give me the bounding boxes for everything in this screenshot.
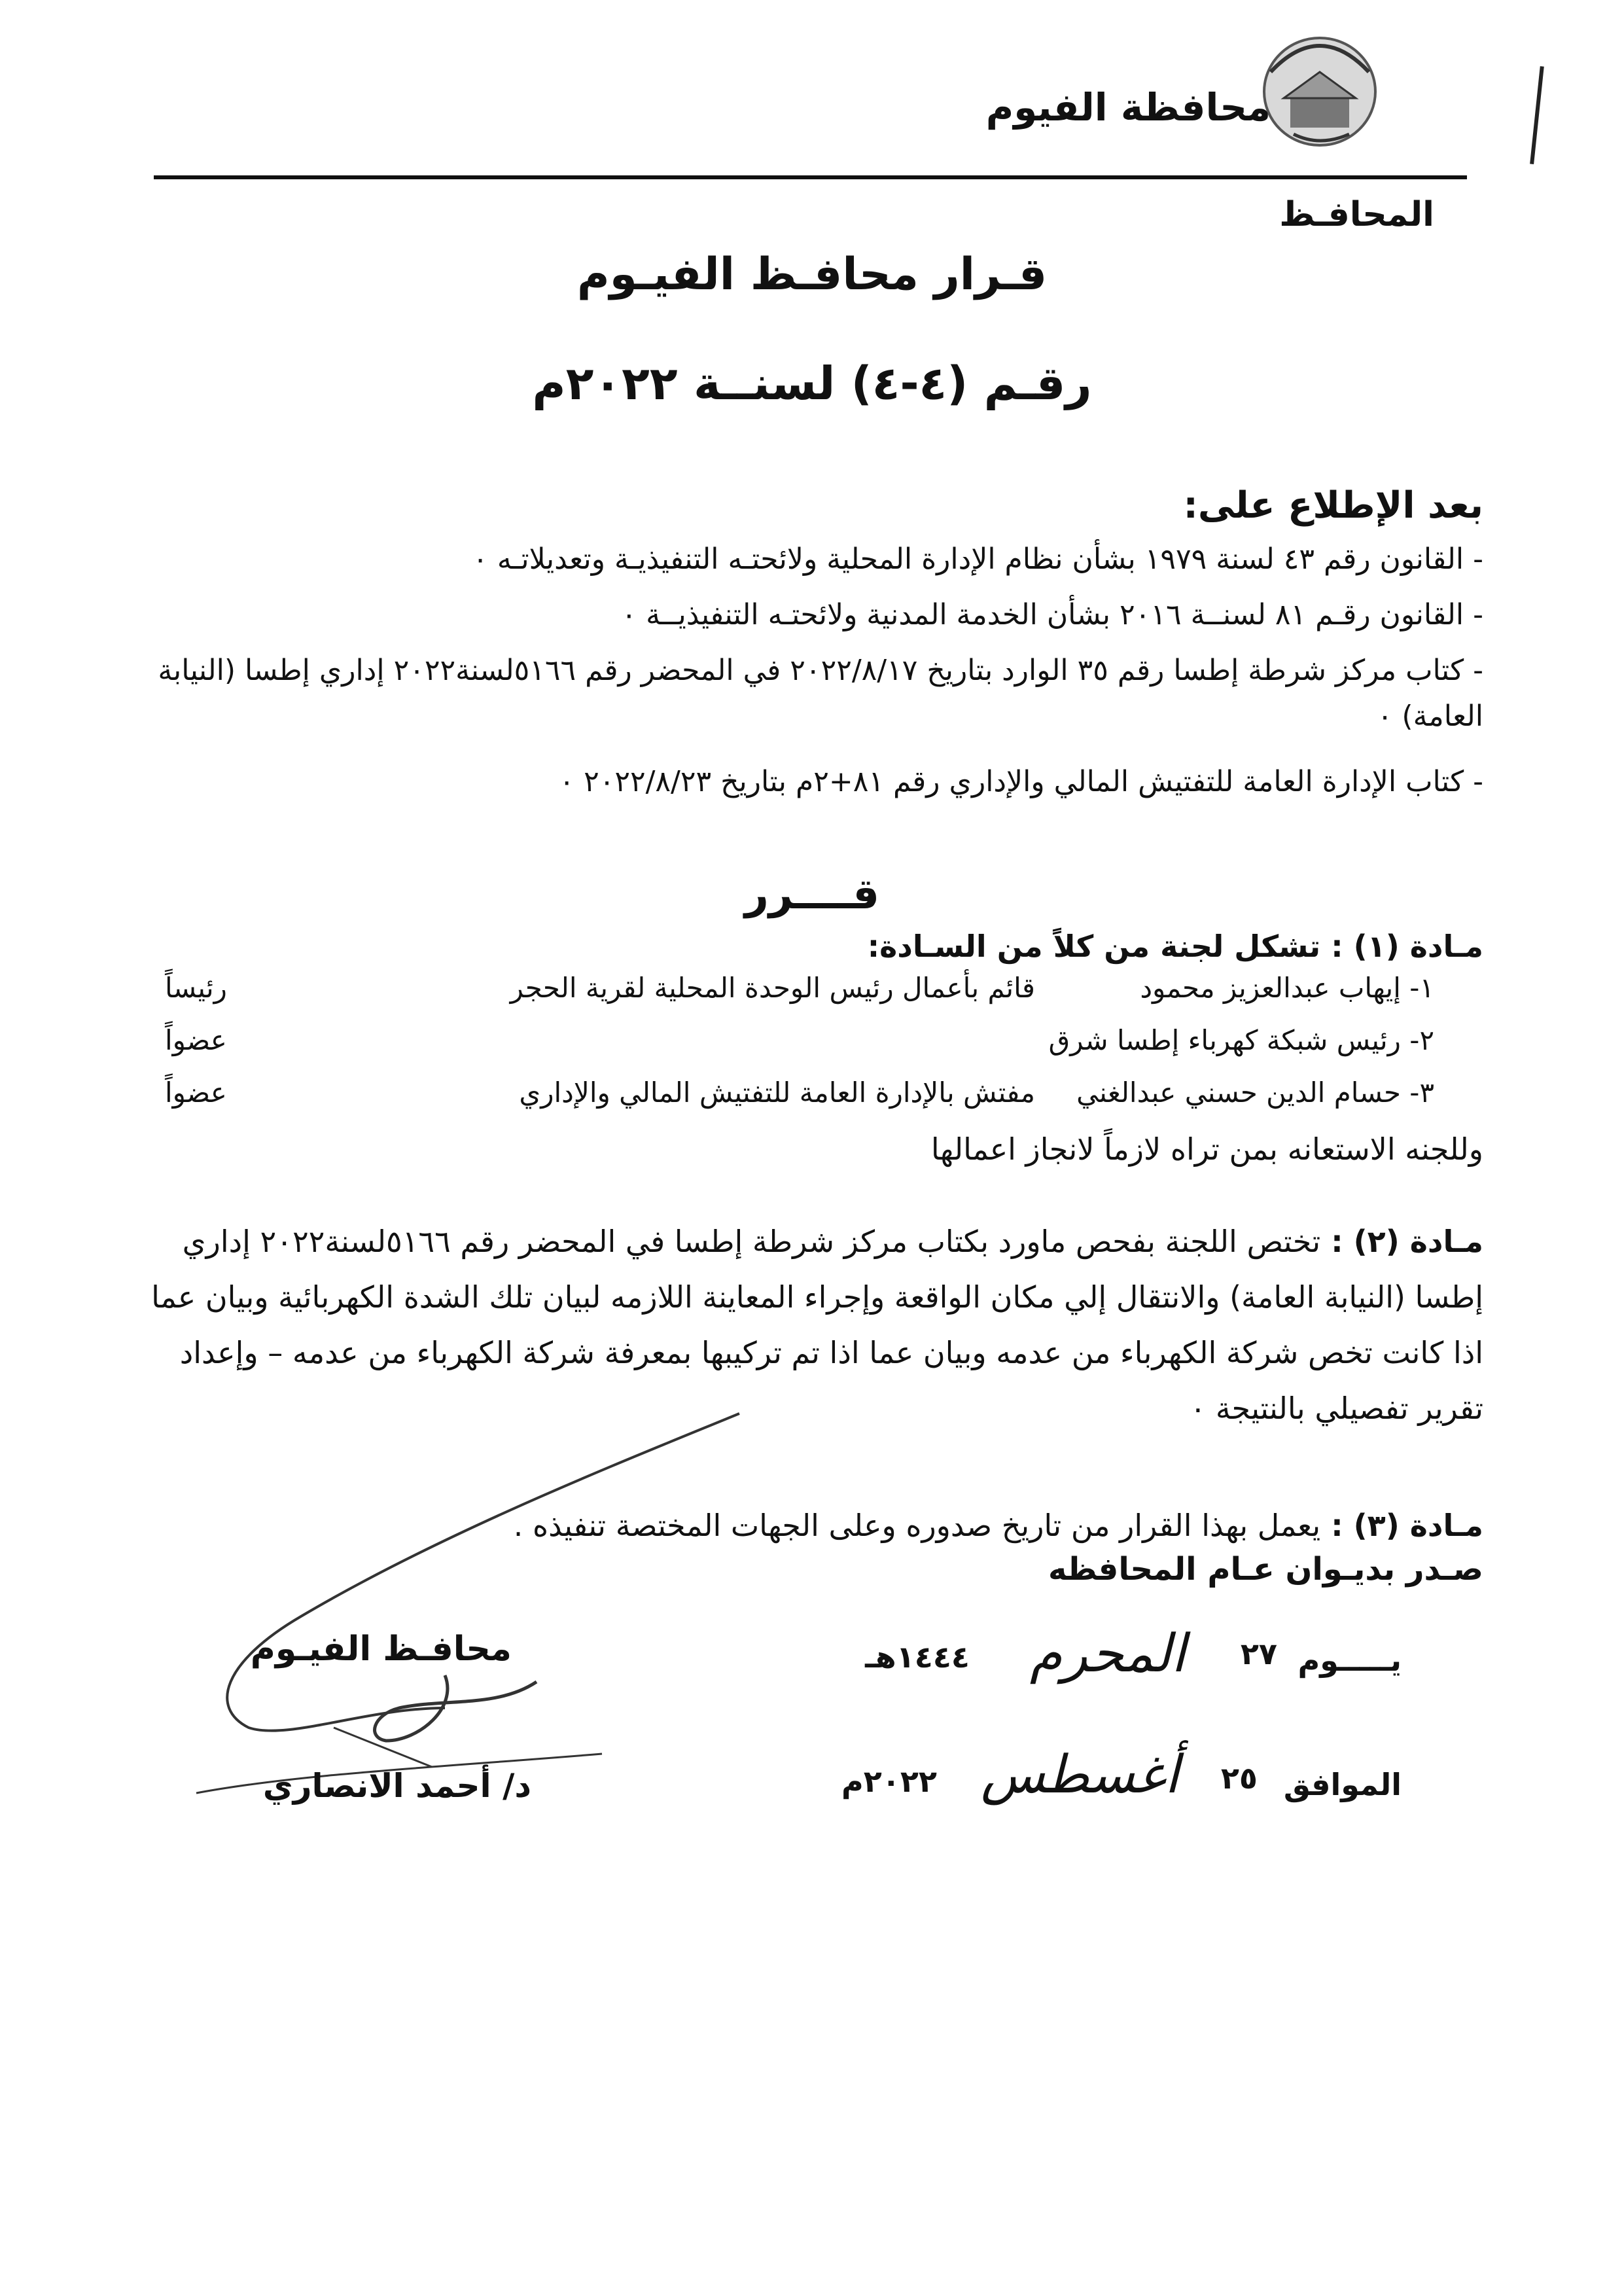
gregorian-date-label: الموافق (1283, 1767, 1402, 1802)
decision-number: رقـم (٤-٤) لسنــة ٢٠٢٢م (532, 357, 1092, 410)
gregorian-year: ٢٠٢٢م (841, 1764, 937, 1799)
corner-mark (1517, 65, 1544, 164)
header-divider (154, 175, 1467, 179)
gregorian-day: ٢٥ (1220, 1760, 1258, 1796)
hijri-month: المحرم (1029, 1623, 1186, 1684)
preamble-heading: بعد الإطلاع على: (1183, 484, 1483, 527)
gregorian-month: أغسطس (980, 1744, 1179, 1805)
member-name: ١- إيهاب عبدالعزيز محمود (1140, 972, 1434, 1004)
article-3-text: يعمل بهذا القرار من تاريخ صدوره وعلى الجهات المختصة تنفيذه . (513, 1508, 1321, 1543)
issued-statement: صـدر بديـوان عـام المحافظه (1048, 1551, 1483, 1588)
member-title: قائم بأعمال رئيس الوحدة المحلية لقرية الحجر (510, 972, 1035, 1004)
member-role: عضواً (165, 1076, 227, 1109)
article-1 (122, 923, 1483, 970)
member-role: رئيساً (165, 972, 227, 1004)
signer-title: محافـظ الفيـوم (250, 1629, 512, 1669)
article-3-label: مـادة (٣) : (1320, 1508, 1483, 1543)
article-1-note: وللجنه الاستعانه بمن تراه لازماً لانجاز اعمالها (930, 1131, 1483, 1167)
committee-member-row (165, 1076, 1434, 1122)
decides-heading: قــــرر (744, 870, 880, 919)
governorate-name: محافظة الفيوم (985, 85, 1271, 130)
hijri-day: ٢٧ (1240, 1636, 1277, 1671)
signer-name: د/ أحمد الانصاري (262, 1767, 531, 1805)
member-title: مفتش بالإدارة العامة للتفتيش المالي والإداري (519, 1076, 1035, 1109)
hijri-day-label: يـــــوم (1297, 1643, 1402, 1678)
member-name: ٣- حسام الدين حسني عبدالغني (1076, 1076, 1434, 1109)
article-1-label: مـادة (١) : (1320, 929, 1483, 964)
decision-title: قـرار محافـظ الفيـوم (576, 249, 1048, 300)
office-label: المحافـظ (1279, 195, 1434, 234)
member-name: ٢- رئيس شبكة كهرباء إطسا شرق (1048, 1024, 1434, 1056)
gregorian-date-line (747, 1744, 1402, 1819)
hijri-date-line (747, 1623, 1402, 1695)
hijri-year: ١٤٤٤هـ (865, 1639, 970, 1675)
article-2-label: مـادة (٢) : (1320, 1224, 1483, 1259)
committee-member-row (165, 972, 1434, 1018)
preamble-clause: - كتاب الإدارة العامة للتفتيش المالي والإداري رقم ٨١+٢م بتاريخ ٢٠٢٢/٨/٢٣ ٠ (559, 765, 1483, 798)
article-2-text: تختص اللجنة بفحص ماورد بكتاب مركز شرطة إطسا في المحضر رقم ٥١٦٦لسنة٢٠٢٢ إداري إطسا (النيابة العامة) والانتقال إلي مكان الواقعة وإجراء المعاينة اللازمه لبيان تلك الشدة الكهربائية وبيان عما اذا كانت تخص شركة الكهرباء من عدمه وبيان عما اذا تم تركيبها بمعرفة شركة الكهرباء من عدمه – وإعداد تقرير تفصيلي بالنتيجة ٠ (151, 1224, 1483, 1426)
preamble-clause: - القانون رقم ٤٣ لسنة ١٩٧٩ بشأن نظام الإدارة المحلية ولائحتـه التنفيذيـة وتعديلاتـه ٠ (472, 543, 1483, 576)
member-role: عضواً (165, 1024, 227, 1056)
article-1-text: تشكل لجنة من كلاً من السـادة: (867, 929, 1321, 964)
handwritten-signature (170, 1400, 759, 1806)
preamble-clause: - القانون رقـم ٨١ لسنــة ٢٠١٦ بشأن الخدمة المدنية ولائحتـه التنفيذيــة ٠ (621, 598, 1483, 632)
preamble-clause: - كتاب مركز شرطة إطسا رقم ٣٥ الوارد بتاريخ ٢٠٢٢/٨/١٧ في المحضر رقم ٥١٦٦لسنة٢٠٢٢ إداري إطسا (النيابة العامة) ٠ (158, 654, 1483, 733)
committee-member-row (165, 1024, 1434, 1070)
